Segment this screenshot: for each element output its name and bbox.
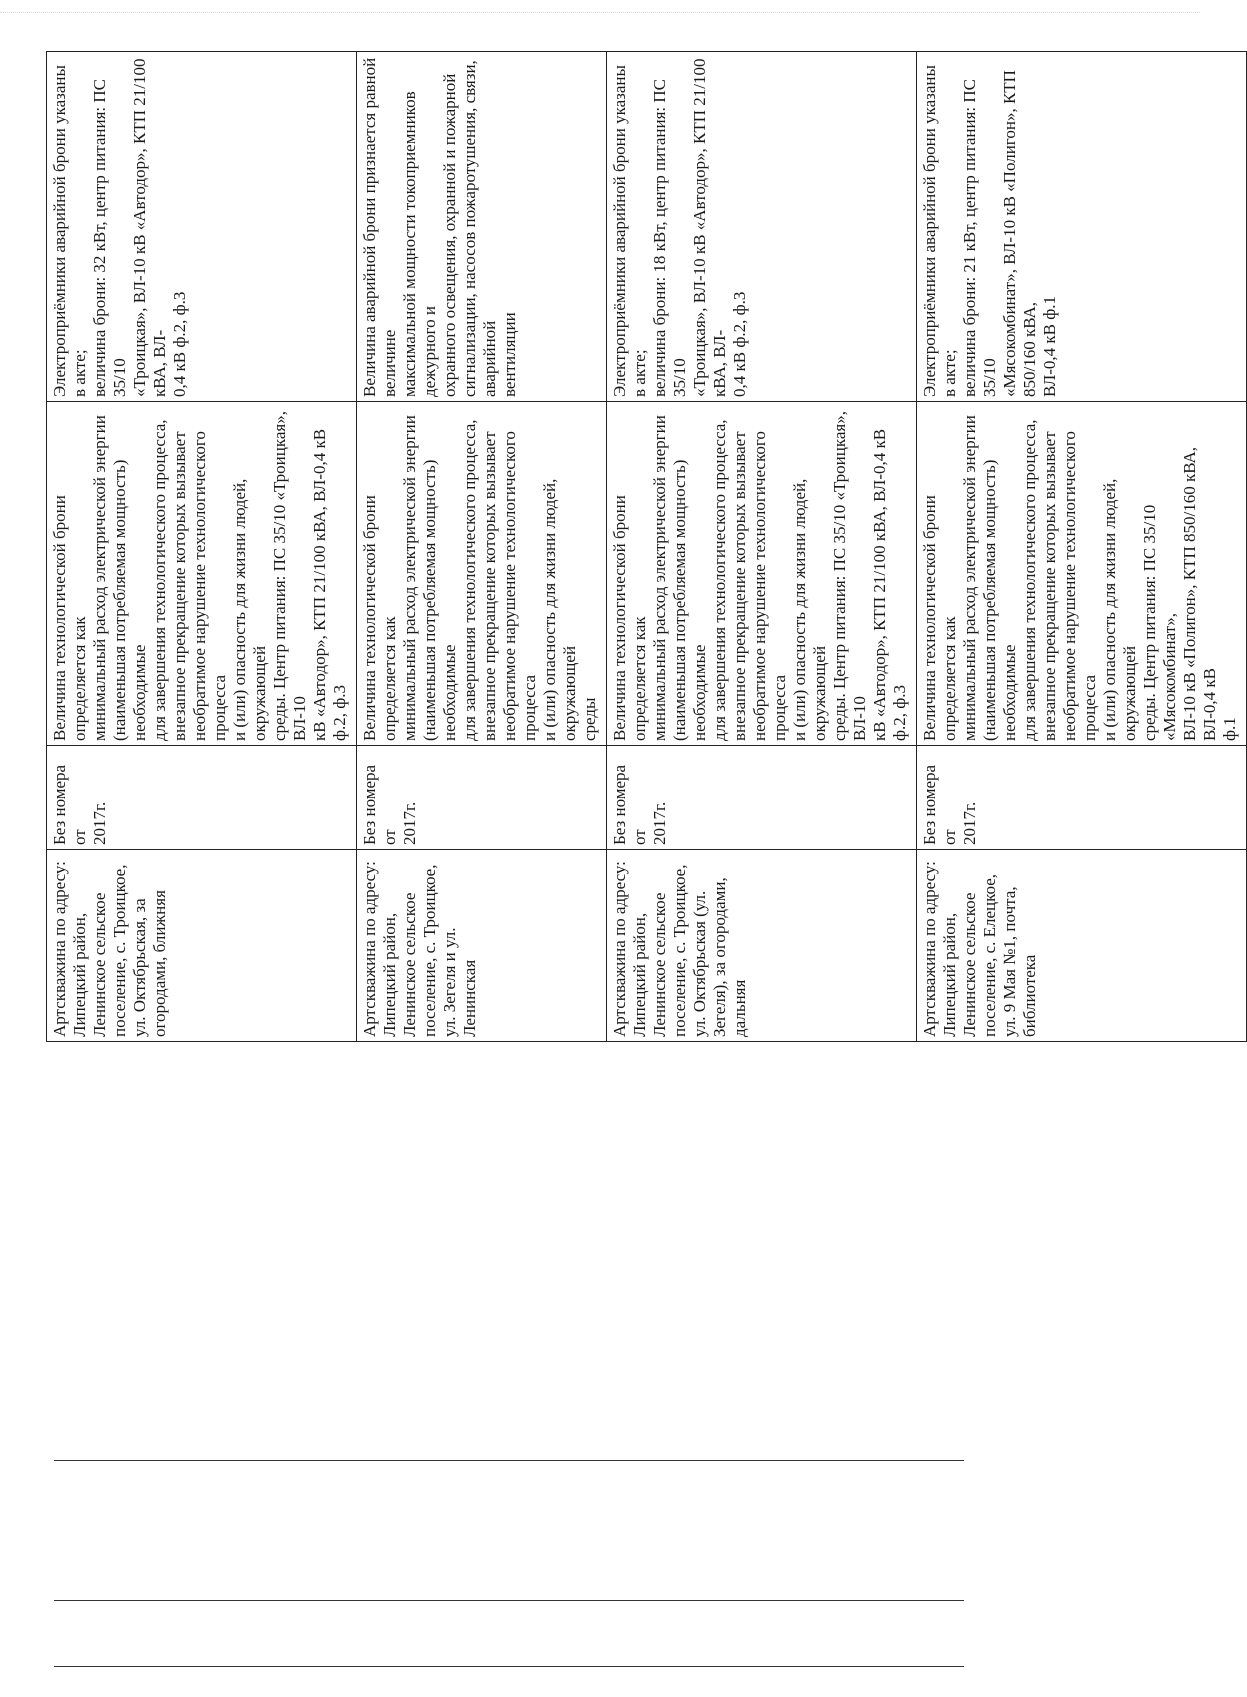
act-number-cell: Без номера от 2017г. bbox=[47, 746, 357, 850]
power-reserve-table bbox=[46, 51, 1247, 1042]
table-row bbox=[357, 52, 607, 1042]
act-number-cell: Без номера от 2017г. bbox=[357, 746, 607, 850]
object-address-cell: Артскважина по адресу: Липецкий район, Ленинское сельское поселение, с. Троицкое, ул. Октябрьская (ул. Зегеля), за огородами, дальняя bbox=[607, 850, 917, 1042]
act-number-cell: Без номера от 2017г. bbox=[607, 746, 917, 850]
act-number-cell: Без номера от 2017г. bbox=[917, 746, 1247, 850]
table-row bbox=[917, 52, 1247, 1042]
signature-line bbox=[54, 1460, 964, 1461]
technological-reserve-cell: Величина технологической брони определяется как минимальный расход электрической энергии (наименьшая потребляемая мощность) необходимые для завершения технологического процесса, внезапное прекращение которых вызывает необратимое нарушение технологического процесса и (или) опасность для жизни людей, окружающей среды. Центр питания: ПС 35/10 «Троицкая», ВЛ-10 кВ «Автодор», КТП 21/100 кВА, ВЛ-0,4 кВ ф.2, ф.3 bbox=[607, 402, 917, 746]
emergency-reserve-cell: Электроприёмники аварийной брони указаны в акте; величина брони: 18 кВт, центр питания: ПС 35/10 «Троицкая», ВЛ-10 кВ «Автодор», КТП 21/100 кВА, ВЛ- 0,4 кВ ф.2, ф.3 bbox=[607, 52, 917, 402]
signature-line bbox=[54, 1600, 964, 1601]
technological-reserve-cell: Величина технологической брони определяется как минимальный расход электрической энергии (наименьшая потребляемая мощность) необходимые для завершения технологического процесса, внезапное прекращение которых вызывает необратимое нарушение технологического процесса и (или) опасность для жизни людей, окружающей среды bbox=[357, 402, 607, 746]
table-row bbox=[607, 52, 917, 1042]
object-address-cell: Артскважина по адресу: Липецкий район, Ленинское сельское поселение, с. Троицкое, ул. Зегеля и ул. Ленинская bbox=[357, 850, 607, 1042]
object-address-cell: Артскважина по адресу: Липецкий район, Ленинское сельское поселение, с. Елецкое, ул. 9 Мая №1, почта, библиотека bbox=[917, 850, 1247, 1042]
signature-line bbox=[54, 1666, 964, 1667]
emergency-reserve-cell: Величина аварийной брони признается равной величине максимальной мощности токоприемников дежурного и охранного освещения, охранной и пожарной сигнализации, насосов пожаротушения, связи, аварийной вентиляции bbox=[357, 52, 607, 402]
emergency-reserve-cell: Электроприёмники аварийной брони указаны в акте; величина брони: 21 кВт, центр питания: ПС 35/10 «Мясокомбинат», ВЛ-10 кВ «Полигон», КТП 850/160 кВА, ВЛ-0,4 кВ ф.1 bbox=[917, 52, 1247, 402]
emergency-reserve-cell: Электроприёмники аварийной брони указаны в акте; величина брони: 32 кВт, центр питания: ПС 35/10 «Троицкая», ВЛ-10 кВ «Автодор», КТП 21/100 кВА, ВЛ- 0,4 кВ ф.2, ф.3 bbox=[47, 52, 357, 402]
technological-reserve-cell: Величина технологической брони определяется как минимальный расход электрической энергии (наименьшая потребляемая мощность) необходимые для завершения технологического процесса, внезапное прекращение которых вызывает необратимое нарушение технологического процесса и (или) опасность для жизни людей, окружающей среды. Центр питания: ПС 35/10 «Троицкая», ВЛ-10 кВ «Автодор», КТП 21/100 кВА, ВЛ-0,4 кВ ф.2, ф.3 bbox=[47, 402, 357, 746]
table-row bbox=[47, 52, 357, 1042]
technological-reserve-cell: Величина технологической брони определяется как минимальный расход электрической энергии (наименьшая потребляемая мощность) необходимые для завершения технологического процесса, внезапное прекращение которых вызывает необратимое нарушение технологического процесса и (или) опасность для жизни людей, окружающей среды. Центр питания: ПС 35/10 «Мясокомбинат», ВЛ-10 кВ «Полигон», КТП 850/160 кВА, ВЛ-0,4 кВ ф.1 bbox=[917, 402, 1247, 746]
object-address-cell: Артскважина по адресу: Липецкий район, Ленинское сельское поселение, с. Троицкое, ул. Октябрьская, за огородами, ближняя bbox=[47, 850, 357, 1042]
